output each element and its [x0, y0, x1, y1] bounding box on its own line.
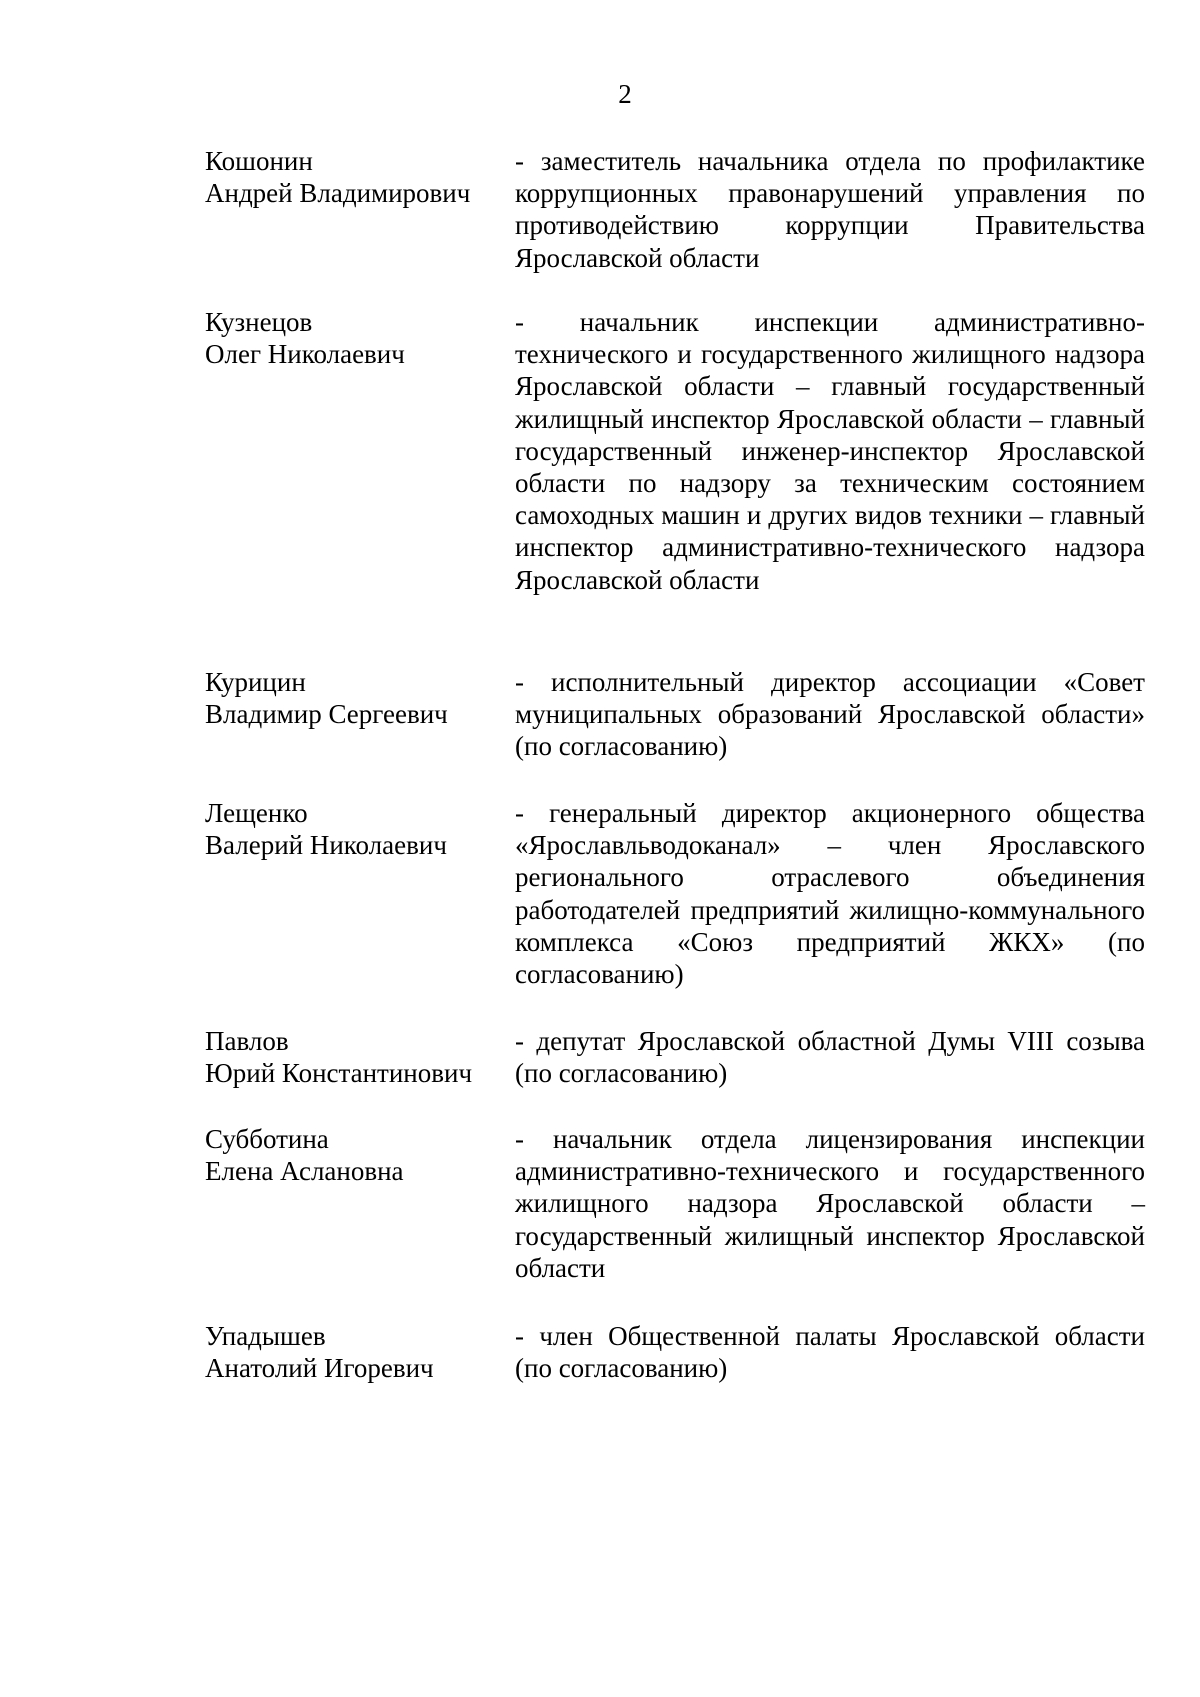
member-surname: Кошонин: [205, 146, 313, 176]
member-surname: Павлов: [205, 1026, 289, 1056]
member-given-names: Анатолий Игоревич: [205, 1353, 434, 1384]
member-given-names: Юрий Константинович: [205, 1058, 473, 1089]
member-entry: [205, 797, 1145, 990]
member-entry: [205, 666, 1145, 763]
member-given-names: Елена Аслановна: [205, 1156, 404, 1187]
member-name: [205, 1025, 515, 1089]
member-entry: [205, 306, 1145, 596]
member-name: [205, 1123, 515, 1284]
member-role: - исполнительный директор ассоциации «Совет муниципальных образований Ярославской области» (по согласованию): [515, 667, 1145, 762]
member-name: [205, 1320, 515, 1384]
member-given-names: Валерий Николаевич: [205, 830, 447, 861]
member-role: - начальник отдела лицензирования инспекции административно-технического и государственного жилищного надзора Ярославской области – государственный жилищный инспектор Ярославской области: [515, 1124, 1145, 1283]
member-role: - заместитель начальника отдела по профилактике коррупционных правонарушений управления по противодействию коррупции Правительства Ярославской области: [515, 146, 1145, 273]
member-given-names: Олег Николаевич: [205, 339, 405, 370]
member-entry: [205, 1123, 1145, 1284]
page-number: 2: [618, 79, 632, 109]
member-given-names: Владимир Сергеевич: [205, 699, 448, 730]
member-entry: [205, 1025, 1145, 1089]
member-surname: Упадышев: [205, 1321, 326, 1351]
member-entry: [205, 145, 1145, 274]
member-surname: Кузнецов: [205, 307, 313, 337]
member-surname: Курицин: [205, 667, 306, 697]
member-given-names: Андрей Владимирович: [205, 178, 471, 209]
member-surname: Лещенко: [205, 798, 308, 828]
member-role: - генеральный директор акционерного общества «Ярославльводоканал» – член Ярославского регионального отраслевого объединения работодателей предприятий жилищно-коммунального комплекса «Союз предприятий ЖКХ» (по согласованию): [515, 798, 1145, 990]
member-role: - депутат Ярославской областной Думы VIII созыва (по согласованию): [515, 1026, 1145, 1089]
member-role: - член Общественной палаты Ярославской области (по согласованию): [515, 1321, 1145, 1384]
member-name: [205, 145, 515, 274]
member-name: [205, 666, 515, 763]
member-entry: [205, 1320, 1145, 1384]
member-surname: Субботина: [205, 1124, 329, 1154]
member-name: [205, 797, 515, 990]
member-role: - начальник инспекции административно-технического и государственного жилищного надзора Ярославской области – главный государственный жилищный инспектор Ярославской области – главный государственный инженер-инспектор Ярославской области по надзору за техническим состоянием самоходных машин и других видов техники – главный инспектор административно-технического надзора Ярославской области: [515, 307, 1145, 595]
member-name: [205, 306, 515, 596]
